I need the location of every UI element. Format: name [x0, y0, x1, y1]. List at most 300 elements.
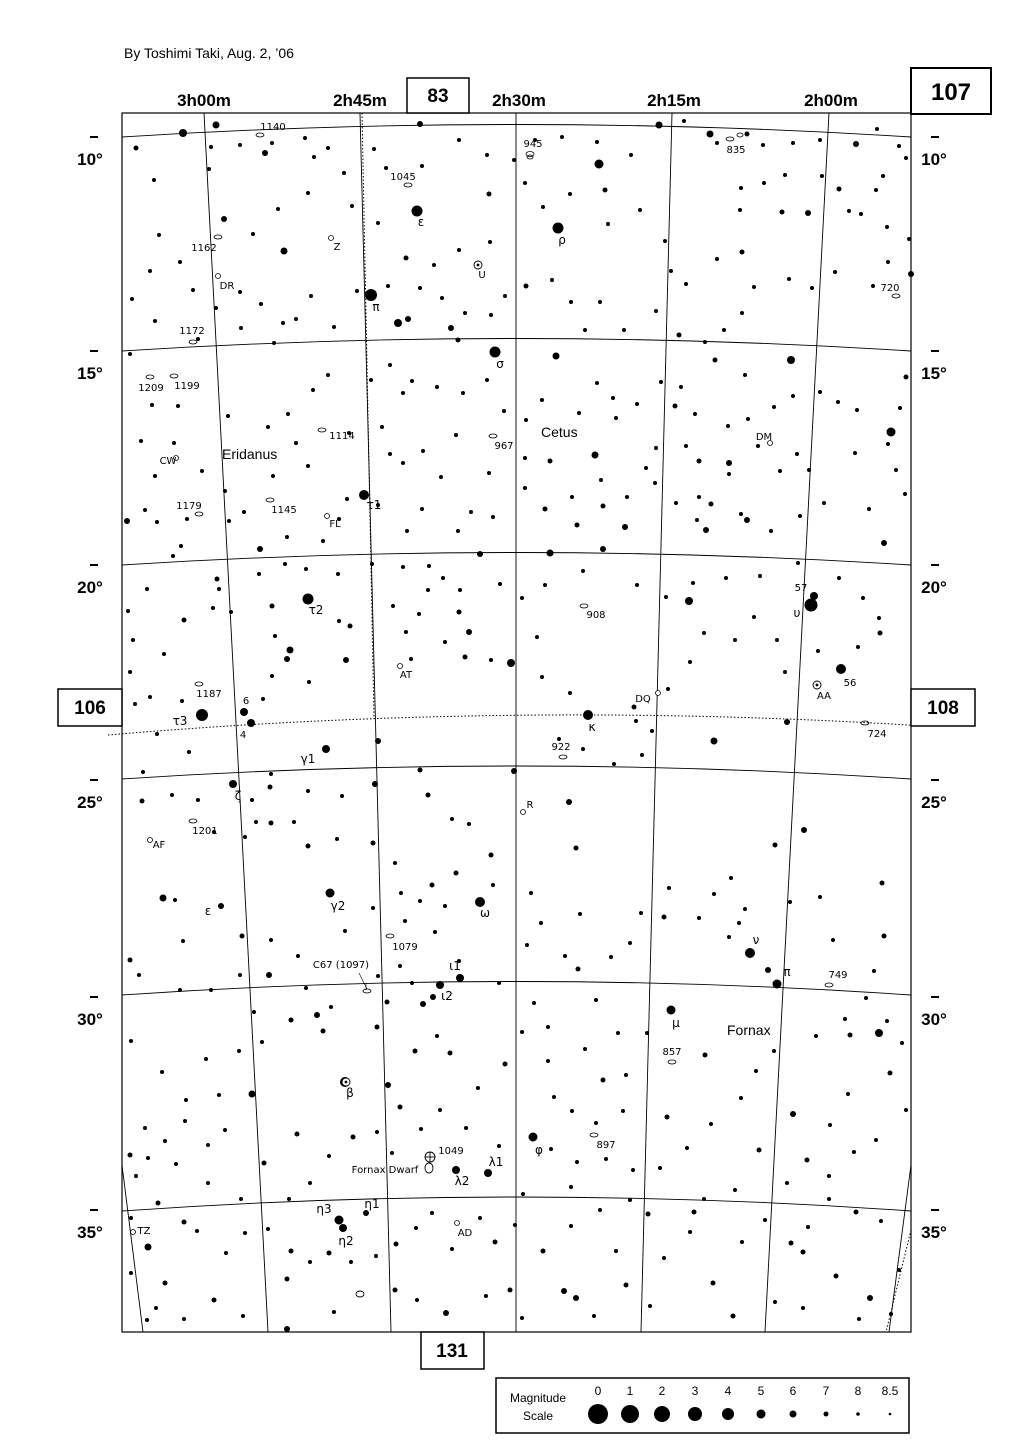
star-dot	[420, 507, 424, 511]
star-dot	[418, 768, 423, 773]
star-dot	[886, 260, 890, 264]
star-dot	[827, 1197, 831, 1201]
star-dot	[417, 612, 421, 616]
star-dot	[758, 574, 762, 578]
star-dot	[384, 166, 388, 170]
star-dot	[487, 192, 492, 197]
object-label: 1079	[392, 942, 418, 953]
star-dot	[546, 1059, 550, 1063]
dec-label-right: 20°	[921, 578, 947, 597]
star-dot	[653, 481, 657, 485]
page-link-top-right[interactable]	[911, 68, 991, 114]
star-dot	[757, 1148, 762, 1153]
star-dot	[614, 416, 618, 420]
star-dot	[448, 1051, 453, 1056]
star-dot	[401, 565, 405, 569]
star-dot	[152, 178, 156, 182]
star-dot	[853, 141, 859, 147]
star-dot	[184, 1098, 188, 1102]
star-dot	[520, 1030, 524, 1034]
star-dot	[904, 156, 908, 160]
star-dot	[885, 1019, 889, 1023]
star-dot	[498, 582, 502, 586]
credit-text: By Toshimi Taki, Aug. 2, ’06	[124, 45, 294, 61]
object-label: π	[372, 300, 380, 314]
star-dot	[421, 449, 425, 453]
star-dot	[525, 943, 529, 947]
star-dot	[658, 1166, 662, 1170]
galaxy-icon	[668, 1060, 676, 1064]
star-dot	[656, 122, 663, 129]
star-dot	[818, 138, 822, 142]
star-dot	[226, 414, 230, 418]
star-dot	[327, 1251, 332, 1256]
star-dot	[160, 895, 167, 902]
star-dot	[783, 173, 787, 177]
star-dot	[662, 1256, 666, 1260]
star-dot	[543, 583, 547, 587]
star-dot	[155, 520, 159, 524]
star-dot	[303, 136, 307, 140]
star-dot	[414, 1226, 418, 1230]
object-label: 1145	[271, 505, 297, 516]
ra-label: 2h15m	[647, 91, 701, 110]
page-link-bottom[interactable]	[421, 1332, 484, 1369]
galaxy-icon	[214, 235, 222, 239]
chart-frame	[122, 113, 911, 1332]
star-dot	[160, 1070, 164, 1074]
star-dot	[881, 540, 887, 546]
ra-line-3h00m	[204, 113, 268, 1332]
star-dot	[262, 150, 268, 156]
star-dot	[578, 912, 582, 916]
star-dot	[541, 1249, 546, 1254]
star-dot	[443, 1310, 449, 1316]
star-dot	[329, 1005, 333, 1009]
star-dot	[457, 248, 461, 252]
star-dot	[846, 1092, 850, 1096]
star-dot	[740, 250, 745, 255]
magnitude-scale-subtitle: Scale	[522, 1409, 554, 1423]
star-dot	[697, 495, 701, 499]
star-dot	[875, 127, 879, 131]
object-label: DQ	[635, 694, 651, 705]
star-dot	[156, 1201, 161, 1206]
star-dot	[624, 1283, 629, 1288]
star-dot	[284, 656, 290, 662]
magnitude-level-label: 5	[757, 1384, 765, 1398]
star-dot	[269, 772, 273, 776]
star-dot	[259, 302, 263, 306]
star-dot	[894, 468, 898, 472]
star-dot	[148, 695, 152, 699]
star-dot	[887, 428, 896, 437]
star-dot	[415, 1298, 419, 1302]
variable-star-icon	[656, 691, 661, 696]
magnitude-level-label: 8.5	[881, 1384, 899, 1398]
star-dot	[270, 141, 274, 145]
star-dot	[239, 326, 243, 330]
star-dot	[257, 572, 261, 576]
star-dot	[787, 277, 791, 281]
star-dot	[241, 1314, 245, 1318]
star-dot	[432, 263, 436, 267]
object-label: R	[526, 800, 534, 811]
star-dot	[822, 501, 826, 505]
star-dot	[295, 1132, 300, 1137]
object-label: φ	[535, 1143, 543, 1157]
star-dot	[477, 551, 483, 557]
star-dot	[440, 296, 444, 300]
star-dot	[669, 269, 673, 273]
object-label: 967	[494, 441, 514, 452]
galaxy-icon	[195, 682, 203, 686]
star-dot	[879, 1219, 883, 1223]
variable-star-icon	[521, 810, 526, 815]
star-dot	[212, 1298, 217, 1303]
magnitude-sample-dot	[889, 1413, 892, 1416]
star-dot	[266, 972, 272, 978]
star-dot	[335, 1216, 344, 1225]
star-dot	[266, 1227, 270, 1231]
dec-label-left: 10°	[77, 150, 103, 169]
star-dot	[663, 239, 667, 243]
star-dot	[130, 297, 134, 301]
star-dot	[269, 938, 273, 942]
object-label: C67 (1097)	[312, 960, 370, 971]
ra-line-2h15m	[641, 113, 672, 1332]
magnitude-level-label: 4	[724, 1384, 732, 1398]
galaxy-icon	[195, 512, 203, 516]
galaxy-markers	[146, 133, 900, 1137]
star-dot	[487, 471, 491, 475]
dec-label-left: 15°	[77, 364, 103, 383]
star-dot	[296, 954, 300, 958]
star-dot	[133, 702, 137, 706]
star-dot	[709, 1122, 713, 1126]
variable-star-center	[816, 684, 819, 687]
star-dot	[351, 1135, 356, 1140]
star-dot	[174, 1162, 178, 1166]
star-dot	[240, 934, 245, 939]
variable-star-icon	[131, 1230, 136, 1235]
star-dot	[239, 1197, 243, 1201]
star-dot	[521, 1192, 525, 1196]
star-dot	[598, 300, 602, 304]
dec-label-right: 25°	[921, 793, 947, 812]
object-label: 1045	[390, 172, 416, 183]
galaxy-icon	[559, 755, 567, 759]
galaxy-icon	[825, 983, 833, 987]
object-label: ε	[204, 904, 212, 918]
page-link-label: 131	[436, 1341, 468, 1362]
star-dot	[179, 129, 187, 137]
star-dot	[348, 624, 353, 629]
star-dot	[796, 561, 800, 565]
dec-label-left: 30°	[77, 1010, 103, 1029]
star-dot	[684, 444, 688, 448]
star-dot	[872, 969, 876, 973]
star-dot	[702, 1197, 706, 1201]
star-dot	[128, 352, 132, 356]
star-dot	[599, 478, 603, 482]
star-dot	[595, 381, 599, 385]
star-dot	[155, 732, 159, 736]
star-dot	[529, 1133, 538, 1142]
star-dot	[426, 588, 430, 592]
star-dot	[281, 321, 285, 325]
star-field	[124, 119, 914, 1332]
star-dot	[410, 981, 414, 985]
page-link-label: 107	[930, 79, 972, 106]
object-label: 56	[843, 678, 857, 689]
constellation-name: Cetus	[541, 424, 578, 440]
star-dot	[413, 1049, 418, 1054]
star-dot	[543, 507, 548, 512]
star-dot	[557, 737, 561, 741]
star-dot	[339, 1224, 347, 1232]
star-dot	[561, 1288, 567, 1294]
object-label: 897	[596, 1140, 616, 1151]
star-dot	[489, 853, 494, 858]
star-dot	[349, 1260, 353, 1264]
star-dot	[903, 492, 907, 496]
star-dot	[452, 1166, 460, 1174]
star-dot	[418, 286, 422, 290]
star-dot	[888, 1071, 893, 1076]
star-dot	[539, 921, 543, 925]
star-dot	[791, 394, 795, 398]
star-dot	[419, 1127, 423, 1131]
star-dot	[837, 576, 841, 580]
star-dot	[684, 282, 688, 286]
magnitude-level-label: 3	[691, 1384, 699, 1398]
star-dot	[337, 619, 341, 623]
star-dot	[469, 510, 473, 514]
star-dot	[204, 1057, 208, 1061]
page-link-right[interactable]	[911, 689, 975, 726]
star-dot	[196, 709, 208, 721]
star-dot	[745, 132, 750, 137]
star-dot	[308, 1260, 312, 1264]
star-dot	[229, 610, 233, 614]
star-dot	[430, 883, 435, 888]
star-dot	[410, 379, 414, 383]
star-dot	[818, 895, 822, 899]
star-dot	[836, 664, 846, 674]
star-dot	[712, 892, 716, 896]
star-dot	[376, 221, 380, 225]
object-label: η2	[338, 1234, 354, 1248]
star-dot	[569, 1185, 573, 1189]
star-dot	[491, 883, 495, 887]
star-dot	[355, 289, 359, 293]
ra-label: 3h00m	[177, 91, 231, 110]
object-label: 1162	[191, 243, 217, 254]
star-dot	[405, 316, 411, 322]
star-dot	[729, 876, 733, 880]
star-dot	[345, 497, 349, 501]
star-dot	[370, 562, 374, 566]
page-link-left[interactable]	[58, 689, 122, 726]
star-dot	[560, 135, 564, 139]
star-dot	[294, 317, 298, 321]
star-dot	[489, 658, 493, 662]
star-dot	[622, 328, 626, 332]
star-dot	[350, 204, 354, 208]
object-label: λ1	[488, 1155, 504, 1169]
star-dot	[512, 158, 516, 162]
star-dot	[541, 205, 545, 209]
star-dot	[461, 391, 465, 395]
star-dot	[163, 1281, 168, 1286]
star-dot	[128, 1153, 133, 1158]
star-dot	[206, 1181, 210, 1185]
star-dot	[170, 793, 174, 797]
magnitude-sample-dot	[856, 1412, 860, 1416]
star-dot	[575, 523, 580, 528]
star-dot	[224, 1251, 228, 1255]
magnitude-level-label: 8	[854, 1384, 862, 1398]
star-dot	[243, 835, 247, 839]
star-dot	[592, 1314, 596, 1318]
object-label: ζ	[234, 789, 242, 803]
star-dot	[820, 174, 824, 178]
object-label: τ3	[172, 714, 188, 728]
star-dot	[629, 153, 633, 157]
star-dot	[311, 388, 315, 392]
star-dot	[697, 459, 702, 464]
star-dot	[583, 710, 593, 720]
star-dot	[139, 439, 143, 443]
star-dot	[569, 1224, 573, 1228]
star-dot	[284, 1326, 290, 1332]
star-dot	[369, 378, 373, 382]
object-label: 57	[794, 583, 808, 594]
star-dot	[430, 1211, 434, 1215]
galaxy-icon	[726, 137, 734, 141]
star-dot	[632, 705, 637, 710]
star-dot	[456, 338, 461, 343]
object-label: 945	[523, 139, 543, 150]
star-dot	[713, 358, 718, 363]
star-dot	[646, 1212, 651, 1217]
star-dot	[430, 994, 436, 1000]
star-dot	[733, 1188, 737, 1192]
star-dot	[625, 495, 629, 499]
star-dot	[628, 941, 632, 945]
dec-line-10	[122, 125, 911, 138]
page-link-top[interactable]	[407, 78, 469, 113]
star-dot	[897, 144, 901, 148]
star-dot	[722, 328, 726, 332]
star-dot	[304, 567, 308, 571]
star-dot	[801, 1306, 805, 1310]
star-dot	[886, 442, 890, 446]
star-dot	[707, 131, 714, 138]
star-dot	[456, 974, 464, 982]
star-dot	[417, 121, 423, 127]
star-dot	[450, 817, 454, 821]
star-dot	[904, 1108, 908, 1112]
ra-labels	[177, 91, 858, 110]
star-dot	[520, 1316, 524, 1320]
star-dot	[583, 328, 587, 332]
star-dot	[575, 1160, 579, 1164]
star-dot	[867, 507, 871, 511]
galaxy-icon	[146, 375, 154, 379]
star-dot	[391, 604, 395, 608]
star-dot	[309, 294, 313, 298]
star-dot	[726, 424, 730, 428]
star-dot	[238, 143, 242, 147]
galaxy-icon	[590, 1133, 598, 1137]
star-dot	[450, 1247, 454, 1251]
star-dot	[180, 699, 184, 703]
variable-star-icon	[455, 1221, 460, 1226]
star-dot	[614, 1249, 618, 1253]
star-dot	[754, 1069, 758, 1073]
galaxy-icon	[892, 294, 900, 298]
star-dot	[871, 284, 875, 288]
variable-markers	[131, 236, 822, 1235]
star-dot	[436, 981, 444, 989]
star-dot	[249, 1091, 256, 1098]
star-dot	[491, 515, 495, 519]
star-dot	[601, 1078, 606, 1083]
star-dot	[737, 921, 741, 925]
star-dot	[666, 687, 670, 691]
object-label: 857	[662, 1047, 682, 1058]
star-dot	[693, 412, 697, 416]
star-dot	[254, 820, 258, 824]
star-dot	[711, 1281, 716, 1286]
star-dot	[778, 469, 782, 473]
star-dot	[454, 871, 459, 876]
star-dot	[874, 188, 878, 192]
star-dot	[285, 535, 289, 539]
star-dot	[752, 615, 756, 619]
star-dot	[183, 1119, 187, 1123]
star-dot	[335, 837, 339, 841]
variable-star-icon	[216, 274, 221, 279]
star-dot	[281, 248, 288, 255]
star-dot	[129, 1039, 133, 1043]
star-dot	[326, 373, 330, 377]
star-dot	[380, 425, 384, 429]
magnitude-scale-box	[496, 1378, 909, 1433]
star-dot	[549, 1147, 553, 1151]
object-label: U	[478, 270, 486, 281]
star-dot	[709, 502, 714, 507]
star-dot	[206, 1143, 210, 1147]
star-dot	[308, 1181, 312, 1185]
object-label: γ2	[330, 899, 346, 913]
star-dot	[484, 1294, 488, 1298]
star-dot	[409, 657, 413, 661]
star-dot	[196, 798, 200, 802]
star-dot	[289, 1018, 294, 1023]
variable-star-center	[477, 264, 480, 267]
star-dot	[711, 738, 718, 745]
star-dot	[775, 638, 779, 642]
star-dot	[229, 780, 237, 788]
ra-label: 2h30m	[492, 91, 546, 110]
star-dot	[703, 340, 707, 344]
star-dot	[173, 898, 177, 902]
star-dot	[185, 517, 189, 521]
star-dot	[600, 546, 606, 552]
